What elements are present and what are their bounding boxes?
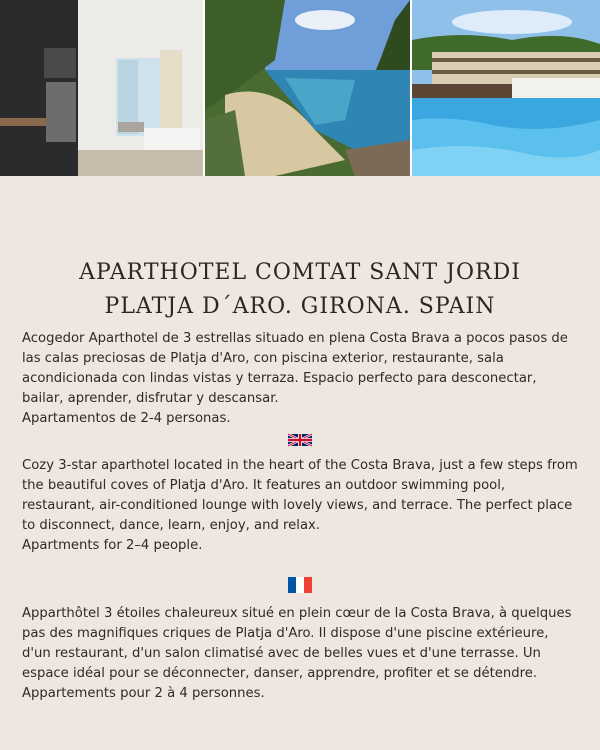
description-content xyxy=(0,329,600,704)
photo-strip xyxy=(0,0,600,176)
english-capacity: Apartments for 2–4 people. xyxy=(22,538,203,553)
hotel-title xyxy=(0,256,600,324)
spanish-capacity: Apartamentos de 2-4 personas. xyxy=(22,411,231,426)
french-description: Apparthôtel 3 étoiles chaleureux situé en plein cœur de la Costa Brava, à quelques pas des magnifiques criques de Platja d'Aro. Il dispose d'une piscine extérieure, d'un restaurant, d'un salon climatisé avec de belles vues et d'une terrasse. Un espace idéal pour se déconnecter, danser, apprendre, profiter et se détendre. xyxy=(22,606,572,681)
title-line-1: APARTHOTEL COMTAT SANT JORDI xyxy=(79,260,521,285)
english-description: Cozy 3-star aparthotel located in the heart of the Costa Brava, just a few steps from the beautiful coves of Platja d'Aro. It features an outdoor swimming pool, restaurant, air-conditioned lounge with lovely views, and terrace. The perfect place to disconnect, dance, learn, enjoy, and relax. xyxy=(22,458,578,533)
france-flag-icon xyxy=(22,577,578,593)
title-line-2: PLATJA D´ARO. GIRONA. SPAIN xyxy=(104,294,496,319)
beach-cove-photo xyxy=(205,0,410,176)
hotel-pool-photo xyxy=(412,0,600,176)
apartment-interior-photo xyxy=(0,0,203,176)
uk-flag-icon xyxy=(22,433,578,447)
french-capacity: Appartements pour 2 à 4 personnes. xyxy=(22,686,265,701)
spanish-description: Acogedor Aparthotel de 3 estrellas situado en plena Costa Brava a pocos pasos de las calas preciosas de Platja d'Aro, con piscina exterior, restaurante, sala acondicionada con lindas vistas y terraza. Espacio perfecto para desconectar, bailar, aprender, disfrutar y descansar. xyxy=(22,331,568,406)
